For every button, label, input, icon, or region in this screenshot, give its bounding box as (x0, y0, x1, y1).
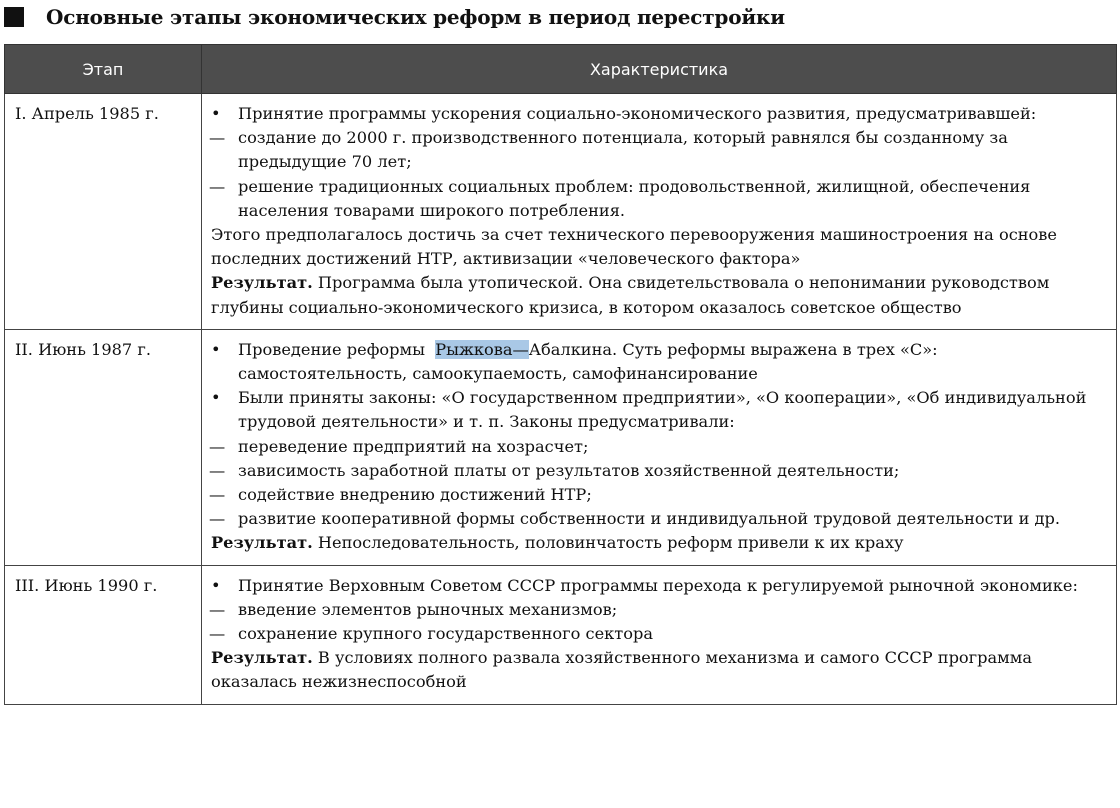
result-paragraph (211, 271, 1110, 319)
result-text: Программа была утопической. Она свидетельствовала о непонимании руководством глубины социально-экономического кризиса, в котором оказалось советское общество (211, 273, 1050, 317)
bullet-item (211, 338, 1110, 386)
heading-square-icon (4, 7, 24, 27)
result-text: Непоследовательность, половинчатость реформ привели к их краху (317, 533, 904, 553)
table-header-row (5, 45, 1117, 94)
highlighted-selection[interactable]: Рыжкова— (435, 339, 529, 359)
dash-item: — переведение предприятий на хозрасчет; (211, 435, 1110, 459)
dash-item: — сохранение крупного государственного сектора (211, 622, 1110, 646)
result-paragraph (211, 646, 1110, 694)
bullet-text-start: Проведение реформы (238, 339, 425, 359)
reforms-table (4, 44, 1117, 705)
bullet-item: • Были приняты законы: «О государственном предприятии», «О кооперации», «Об индивидуальной трудовой деятельности» и т. п. Законы предусматривали: (211, 386, 1110, 434)
stage-cell: I. Апрель 1985 г. (5, 94, 202, 330)
description-cell (202, 94, 1117, 330)
dash-item: — введение элементов рыночных механизмов; (211, 598, 1110, 622)
stage-cell: III. Июнь 1990 г. (5, 565, 202, 704)
header-characteristic: Характеристика (202, 45, 1117, 94)
dash-item: — развитие кооперативной формы собственности и индивидуальной трудовой деятельности и др. (211, 507, 1110, 531)
result-label: Результат. (211, 273, 313, 293)
bullet-item: • Принятие Верховным Советом СССР программы перехода к регулируемой рыночной экономике: (211, 574, 1110, 598)
dash-item: — создание до 2000 г. производственного потенциала, который равнялся бы созданному за предыдущие 70 лет; (211, 126, 1110, 174)
table-row (5, 94, 1117, 330)
stage-cell: II. Июнь 1987 г. (5, 329, 202, 565)
bullet-text-end: Абалкина. Суть реформы выражена в трех «С»: самостоятельность, самоокупаемость, самофинансирование (238, 339, 938, 384)
result-paragraph (211, 531, 1110, 555)
result-text: В условиях полного развала хозяйственного механизма и самого СССР программа оказалась нежизнеспособной (211, 648, 1033, 692)
page-title: Основные этапы экономических реформ в период перестройки (46, 5, 785, 29)
table-row (5, 565, 1117, 704)
result-label: Результат. (211, 648, 313, 668)
header-stage: Этап (5, 45, 202, 94)
dash-item: — содействие внедрению достижений НТР; (211, 483, 1110, 507)
description-cell (202, 565, 1117, 704)
result-label: Результат. (211, 533, 313, 553)
dash-item: — решение традиционных социальных проблем: продовольственной, жилищной, обеспечения населения товарами широкого потребления. (211, 175, 1110, 223)
dash-item: — зависимость заработной платы от результатов хозяйственной деятельности; (211, 459, 1110, 483)
description-cell (202, 329, 1117, 565)
paragraph: Этого предполагалось достичь за счет технического перевооружения машиностроения на основе последних достижений НТР, активизации «человеческого фактора» (211, 225, 1057, 269)
bullet-item: • Принятие программы ускорения социально-экономического развития, предусматривавшей: (211, 102, 1110, 126)
table-row (5, 329, 1117, 565)
page-heading (4, 3, 785, 31)
